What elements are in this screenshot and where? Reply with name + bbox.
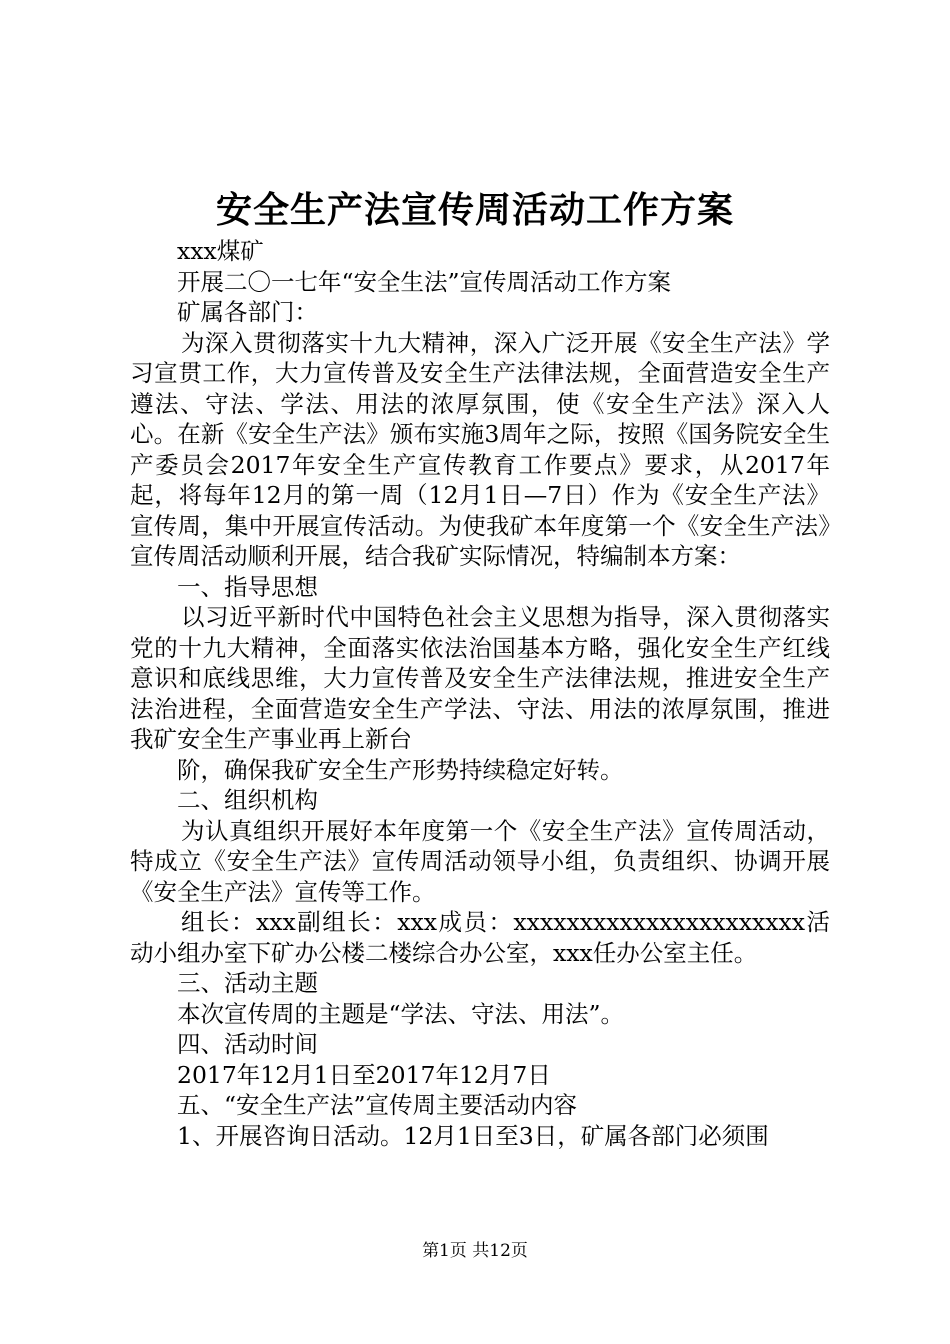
- heading-activities: 五、“安全生产法”宣传周主要活动内容: [177, 1091, 578, 1119]
- paragraph-subtitle: 开展二〇一七年“安全生法”宣传周活动工作方案: [177, 267, 672, 296]
- page-number: 第1页 共12页: [422, 1241, 528, 1261]
- paragraph-organization: 为认真组织开展好本年度第一个《安全生产法》宣传周活动，特成立《安全生产法》宣传周活动领导小组，负责组织、协调开展《安全生产法》宣传等工作。: [130, 816, 830, 906]
- paragraph-activity-1: 1、开展咨询日活动。12月1日至3日，矿属各部门必须围: [177, 1121, 769, 1150]
- paragraph-guiding-ideology: 以习近平新时代中国特色社会主义思想为指导，深入贯彻落实党的十九大精神，全面落实依法治国基本方略，强化安全生产红线意识和底线思维，大力宣传普及安全生产法律法规，推进安全生产法治进程，全面营造安全生产学法、守法、用法的浓厚氛围，推进我矿安全生产事业再上新台: [130, 603, 830, 753]
- heading-time: 四、活动时间: [177, 1030, 318, 1058]
- paragraph-salutation: 矿属各部门：: [177, 298, 318, 326]
- document-body: [130, 236, 830, 1151]
- document-title: 安全生产法宣传周活动工作方案: [215, 189, 734, 231]
- heading-guiding-ideology: 一、指导思想: [177, 572, 318, 601]
- paragraph-guiding-ideology-cont: 阶，确保我矿安全生产形势持续稳定好转。: [177, 755, 624, 784]
- paragraph-time: 2017年12月1日至2017年12月7日: [177, 1060, 551, 1089]
- heading-theme: 三、活动主题: [177, 969, 318, 997]
- paragraph-intro: 为深入贯彻落实十九大精神，深入广泛开展《安全生产法》学习宣贯工作，大力宣传普及安全生产法律法规，全面营造安全生产遵法、守法、学法、用法的浓厚氛围，使《安全生产法》深入人心。在新《安全生产法》颁布实施3周年之际，按照《国务院安全生产委员会2017年安全生产宣传教育工作要点》要求，从2017年起，将每年12月的第一周（12月1日—7日）作为《安全生产法》宣传周，集中开展宣传活动。为使我矿本年度第一个《安全生产法》宣传周活动顺利开展，结合我矿实际情况，特编制本方案：: [130, 328, 830, 570]
- paragraph-theme: 本次宣传周的主题是“学法、守法、用法”。: [177, 999, 625, 1028]
- heading-organization: 二、组织机构: [177, 786, 318, 814]
- paragraph-members: 组长：xxx副组长：xxx成员：xxxxxxxxxxxxxxxxxxxxxx活动小组办室下矿办公楼二楼综合办公室，xxx任办公室主任。: [130, 908, 830, 967]
- paragraph-company: xxx煤矿: [177, 237, 264, 265]
